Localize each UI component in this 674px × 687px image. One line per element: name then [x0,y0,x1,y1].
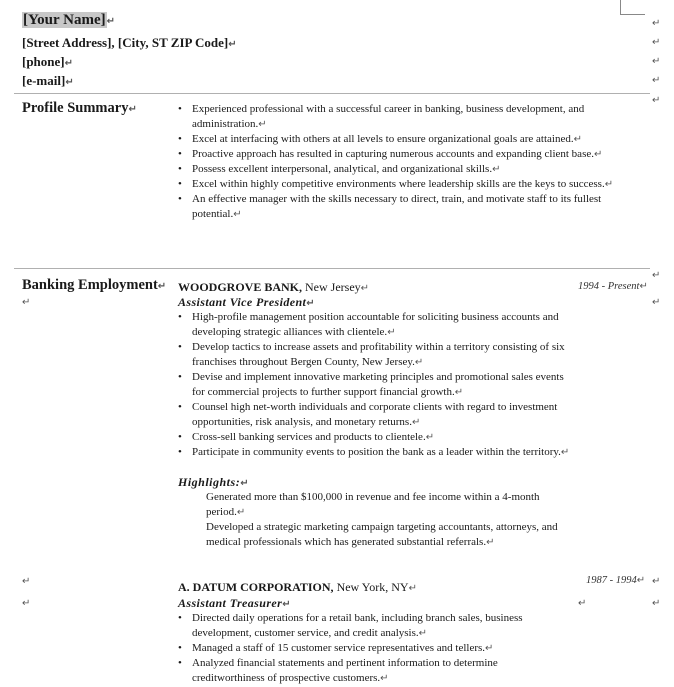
paragraph-mark: ↵ [106,16,116,27]
paragraph-mark: ↵ [578,598,587,609]
list-item[interactable]: • Devise and implement innovative marketing principles and promotional sales events for commercial projects to further support financial growth.↵ [178,370,570,400]
job-dates: 1994 - Present↵ [578,281,648,292]
profile-bullet-list [178,102,642,222]
job-employer: WOODGROVE BANK, New Jersey↵ [178,280,370,294]
paragraph-mark: ↵ [652,75,661,86]
profile-summary-heading: Profile Summary↵ [22,100,137,116]
phone-line [22,54,73,70]
job-dates: 1987 - 1994↵ [586,575,646,586]
list-item[interactable]: • Experienced professional with a successful career in banking, business development, and administration.↵ [178,102,642,132]
paragraph-mark: ↵ [64,58,74,69]
paragraph-mark: ↵ [652,56,661,67]
paragraph-mark: ↵ [22,598,31,609]
job-bullet-list [178,611,570,686]
page-corner-mark [620,0,645,15]
address-field[interactable]: [Street Address], [City, ST ZIP Code] [22,35,229,50]
list-item[interactable]: • Directed daily operations for a retail bank, including branch sales, business development, customer service, and credit analysis.↵ [178,611,570,641]
list-item[interactable]: • Managed a staff of 15 customer service representatives and tellers.↵ [178,641,570,656]
paragraph-mark: ↵ [22,576,31,587]
list-item[interactable]: • Possess excellent interpersonal, analytical, and organizational skills.↵ [178,162,642,177]
paragraph-mark: ↵ [652,297,661,308]
phone-field[interactable]: [phone] [22,54,65,69]
paragraph-mark: ↵ [652,18,661,29]
highlight-item[interactable]: Developed a strategic marketing campaign targeting accountants, attorneys, and medical professionals which has generated substantial referrals.↵ [206,521,558,548]
section-divider [14,268,650,269]
list-item[interactable]: • An effective manager with the skills necessary to direct, train, and motivate staff to its fullest potential.↵ [178,192,642,222]
address-line [22,35,237,51]
banking-employment-heading: Banking Employment↵ [22,277,167,293]
job-bullet-list [178,310,570,460]
paragraph-mark: ↵ [652,576,661,587]
list-item[interactable]: • Excel at interfacing with others at all levels to ensure organizational goals are attained.↵ [178,132,642,147]
list-item[interactable]: • High-profile management position accountable for soliciting business accounts and developing strategic alliances with clientele.↵ [178,310,570,340]
paragraph-mark: ↵ [65,77,74,88]
paragraph-mark: ↵ [22,297,31,308]
name-field[interactable]: [Your Name] [23,12,106,28]
paragraph-mark: ↵ [228,39,237,50]
job-employer: A. DATUM CORPORATION, New York, NY↵ [178,580,417,594]
list-item[interactable]: • Cross-sell banking services and products to clientele.↵ [178,430,570,445]
paragraph-mark: ↵ [652,270,661,281]
paragraph-mark: ↵ [652,598,661,609]
list-item[interactable]: • Counsel high net-worth individuals and corporate clients with regard to investment opportunities, risk analysis, and monetary returns.↵ [178,400,570,430]
paragraph-mark: ↵ [652,37,661,48]
name-line [22,12,115,29]
list-item[interactable]: • Analyzed financial statements and pertinent information to determine creditworthiness of prospective customers.↵ [178,656,570,686]
list-item[interactable]: • Participate in community events to position the bank as a leader within the territory.↵ [178,445,570,460]
job-position: Assistant Vice President↵ [178,295,316,309]
job-position: Assistant Treasurer↵ [178,596,291,610]
section-divider [14,93,650,94]
highlight-item[interactable]: Generated more than $100,000 in revenue and fee income within a 4-month period.↵ [206,491,540,518]
list-item[interactable]: • Proactive approach has resulted in capturing numerous accounts and expanding client base.↵ [178,147,642,162]
highlights-heading: Highlights:↵ [178,475,250,489]
email-line [22,73,74,89]
list-item[interactable]: • Develop tactics to increase assets and profitability within a territory consisting of six franchises throughout Bergen County, New Jersey.↵ [178,340,570,370]
list-item[interactable]: • Excel within highly competitive environments where leadership skills are the keys to success.↵ [178,177,642,192]
email-field[interactable]: [e-mail] [22,73,66,88]
paragraph-mark: ↵ [652,95,661,106]
